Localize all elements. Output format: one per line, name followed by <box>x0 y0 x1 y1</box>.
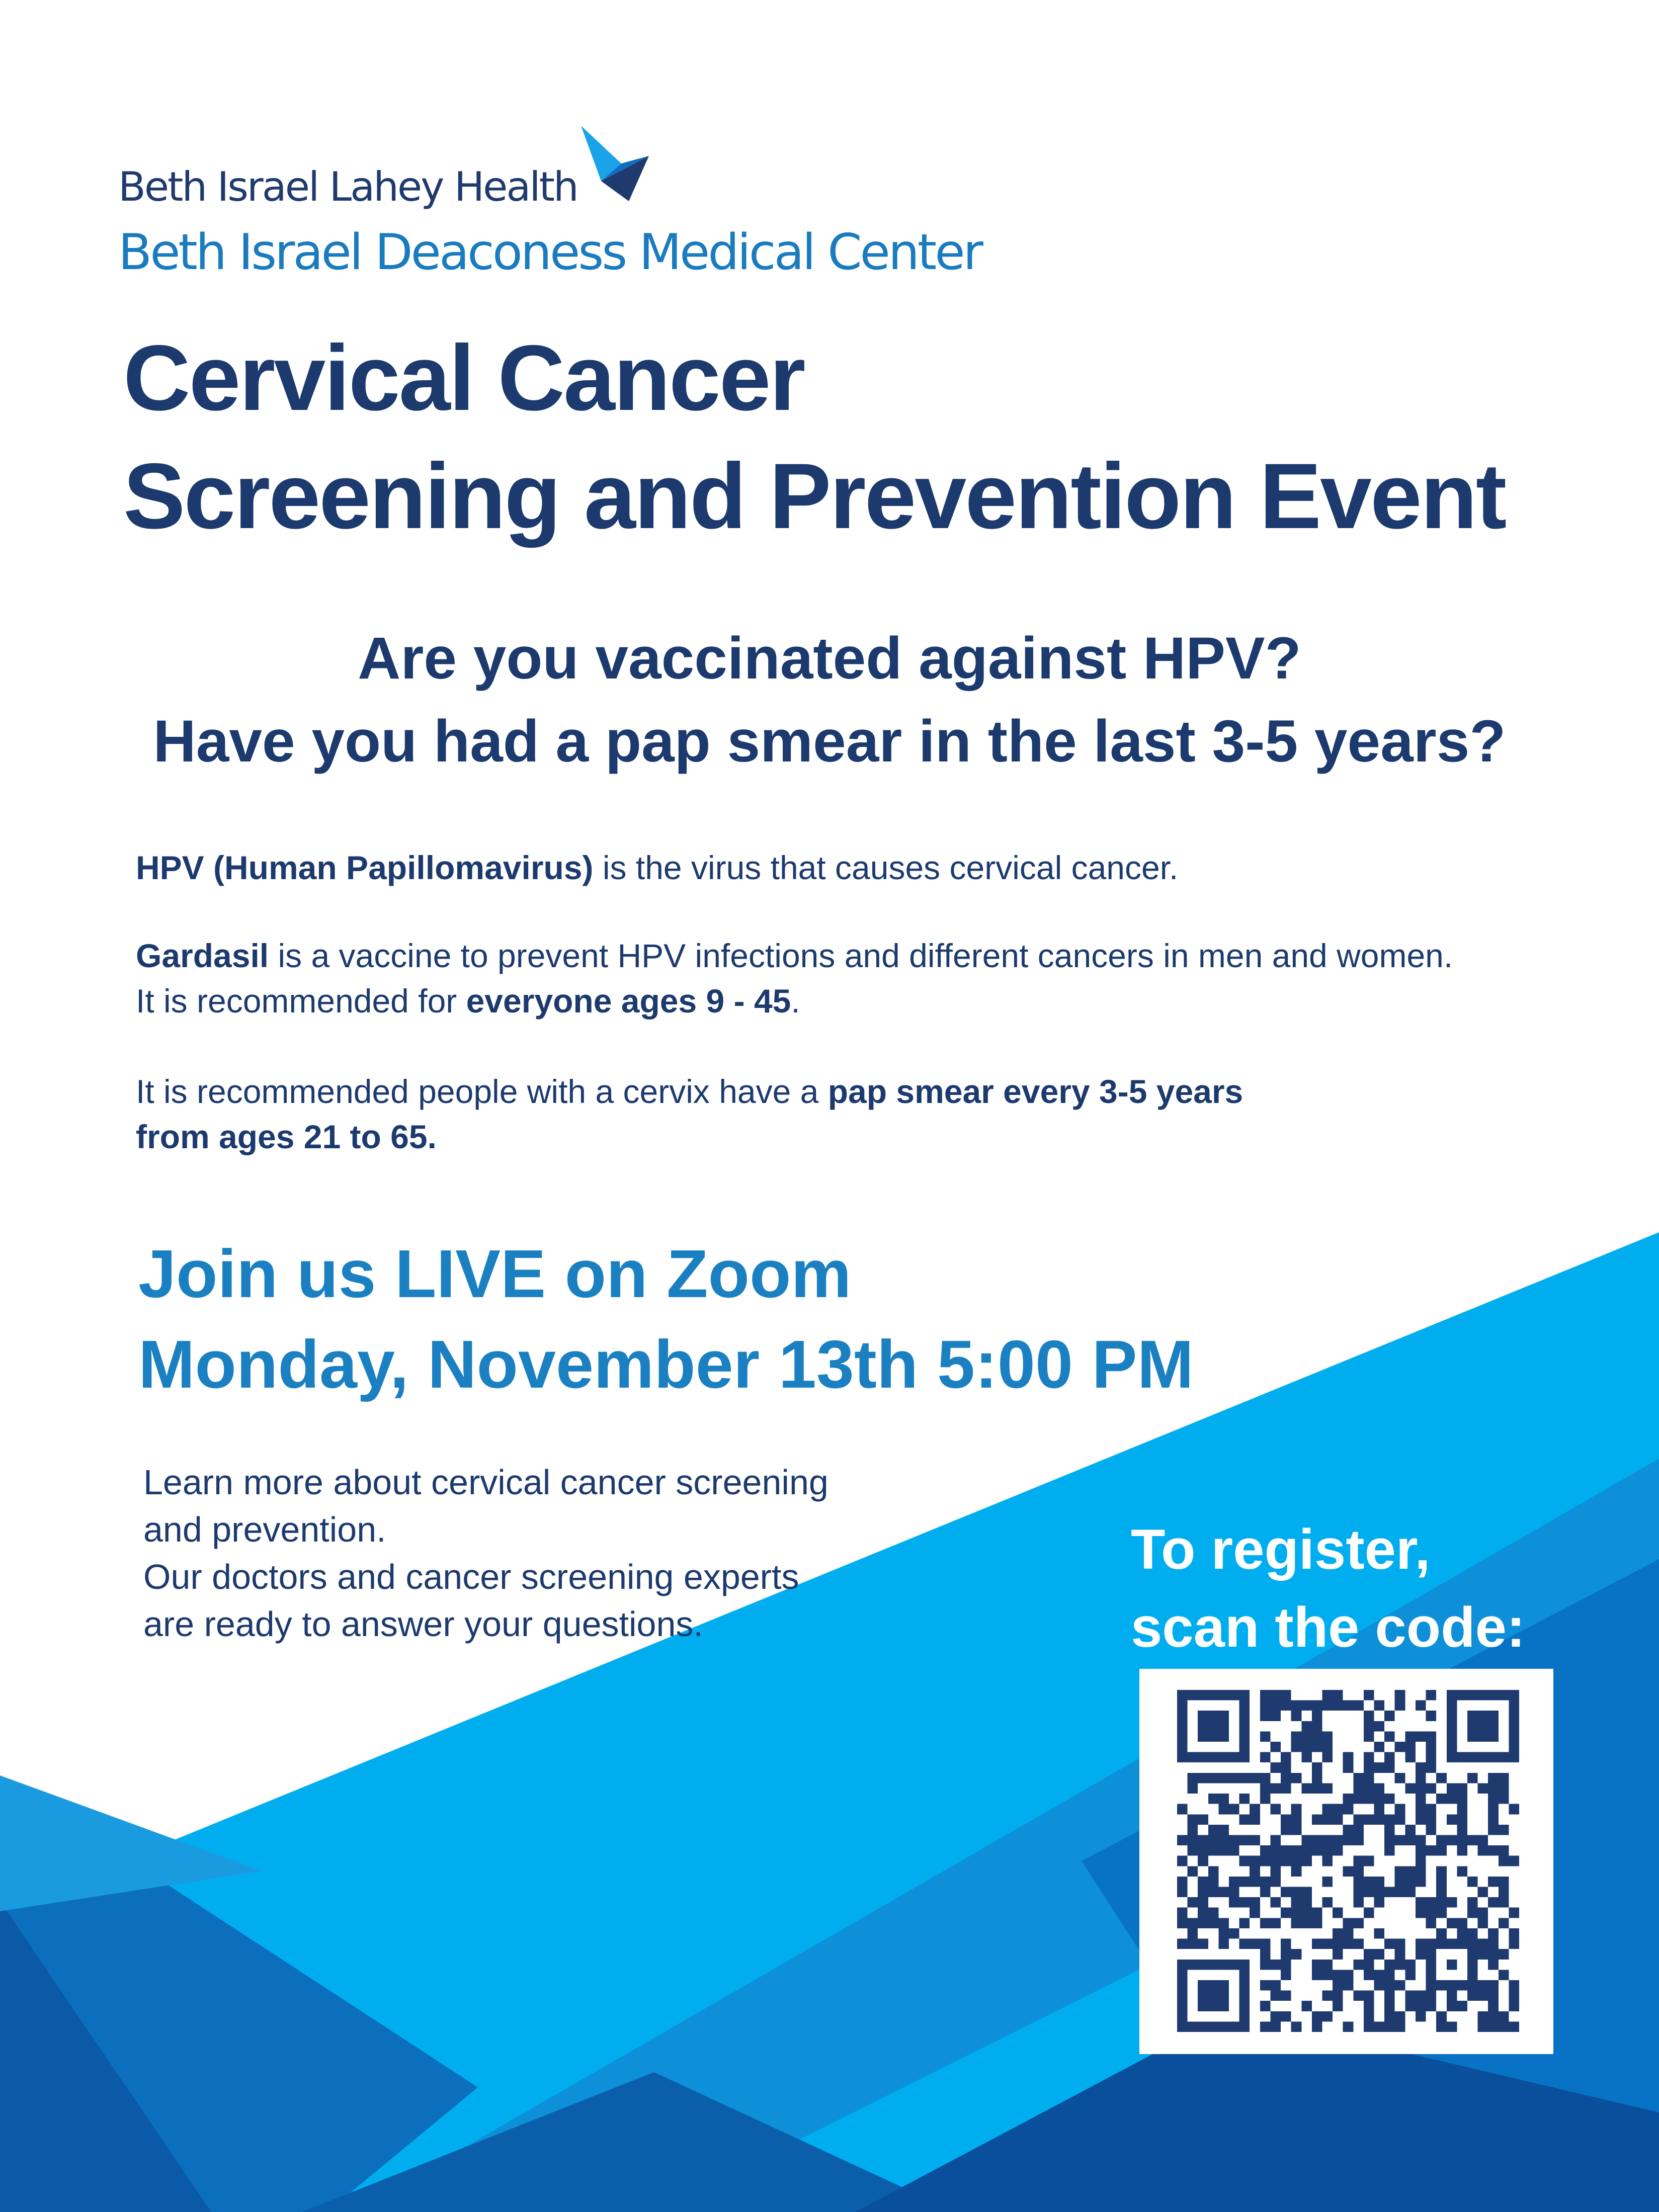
info-gardasil-text: is a vaccine to prevent HPV infections and different cancers in men and women. <box>269 937 1453 974</box>
bird-icon <box>581 126 649 201</box>
qr-card <box>1139 1669 1553 2054</box>
info-pap-smear <box>136 1069 1243 1159</box>
experts-text <box>143 1553 799 1648</box>
info-gardasil-period: . <box>791 982 800 1019</box>
info-hpv-text: is the virus that causes cervical cancer. <box>593 849 1179 886</box>
info-gardasil-term: Gardasil <box>136 937 269 974</box>
info-gardasil-ages: everyone ages 9 - 45 <box>466 982 791 1019</box>
register-line-1: To register, <box>1131 1518 1431 1581</box>
info-hpv-term: HPV (Human Papillomavirus) <box>136 849 594 886</box>
page-title-line-2: Screening and Prevention Event <box>123 445 1506 548</box>
info-pap-frequency: pap smear every 3-5 years <box>827 1073 1243 1110</box>
learn-line-3: Our doctors and cancer screening experts <box>143 1557 799 1596</box>
qr-code-icon[interactable] <box>1177 1690 1519 2032</box>
info-gardasil <box>136 933 1453 1024</box>
info-pap-ages: from ages 21 to 65. <box>136 1118 437 1155</box>
event-datetime: Monday, November 13th 5:00 PM <box>138 1326 1194 1402</box>
info-gardasil-recommend: It is recommended for <box>136 982 466 1019</box>
question-pap-smear: Have you had a pap smear in the last 3-5 years? <box>153 708 1506 775</box>
event-zoom: Join us LIVE on Zoom <box>138 1236 852 1312</box>
learn-line-2: and prevention. <box>143 1510 386 1549</box>
logo-hospital-name: Beth Israel Deaconess Medical Center <box>118 224 981 281</box>
info-hpv <box>136 845 1178 890</box>
learn-line-1: Learn more about cervical cancer screening <box>143 1463 828 1502</box>
register-line-2: scan the code: <box>1131 1596 1526 1659</box>
learn-more-text <box>143 1459 828 1553</box>
learn-line-4: are ready to answer your questions. <box>143 1604 703 1644</box>
page-title-line-1: Cervical Cancer <box>123 326 804 430</box>
question-hpv-vaccine: Are you vaccinated against HPV? <box>358 625 1301 692</box>
logo-parent-name: Beth Israel Lahey Health <box>118 163 577 210</box>
info-pap-text: It is recommended people with a cervix have a <box>136 1073 828 1110</box>
